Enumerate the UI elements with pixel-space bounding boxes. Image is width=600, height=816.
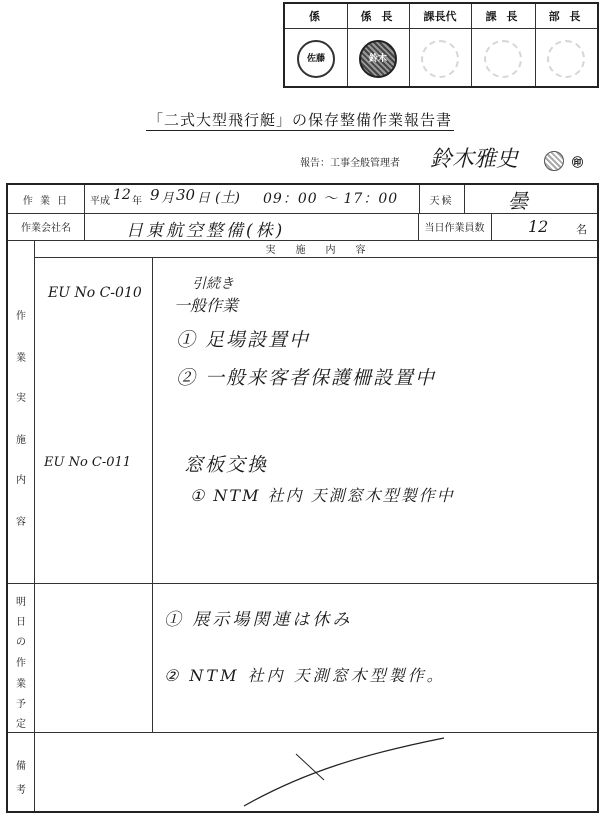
remarks-char-1: 備 bbox=[16, 761, 26, 772]
plan-section-char-5: 業 bbox=[16, 679, 26, 690]
work-section-char-3: 実 bbox=[16, 393, 26, 404]
remarks-char-2: 考 bbox=[16, 785, 26, 796]
company-value: 日東航空整備(株) bbox=[126, 221, 286, 241]
weather-label: 天候 bbox=[429, 195, 454, 207]
item1-line-4: ② 一般来客者保護柵設置中 bbox=[176, 367, 437, 389]
report-title: 「二式大型飛行艇」の保存整備作業報告書 bbox=[147, 111, 452, 129]
section-manager-seal-faint bbox=[484, 40, 522, 78]
plan-line-2: ② NTM 社内 天測窓木型製作。 bbox=[164, 666, 446, 685]
plan-section-char-2: 日 bbox=[16, 617, 26, 628]
month-value: 9 bbox=[150, 186, 160, 204]
month-unit: 月 bbox=[161, 191, 175, 206]
item2-line-1: 窓板交換 bbox=[184, 454, 269, 476]
approval-header-staff: 係 bbox=[309, 10, 323, 23]
staff-seal: 佐藤 bbox=[297, 40, 335, 78]
workers-unit: 名 bbox=[576, 223, 587, 236]
work-section-char-2: 業 bbox=[16, 353, 26, 364]
plan-section-char-7: 定 bbox=[16, 719, 26, 730]
reporter-seal-icon bbox=[544, 151, 564, 171]
chief-seal: 鈴木 bbox=[359, 40, 397, 78]
report-form bbox=[6, 183, 599, 813]
workers-label: 当日作業員数 bbox=[424, 223, 485, 234]
year-value: 12 bbox=[113, 187, 131, 203]
workers-value: 12 bbox=[528, 217, 549, 236]
deputy-seal-faint bbox=[421, 40, 459, 78]
content-header: 実 施 内 容 bbox=[265, 245, 366, 256]
day-unit: 日 bbox=[197, 191, 211, 206]
company-label: 作業会社名 bbox=[21, 223, 71, 234]
item2-line-2: ① NTM 社内 天測窓木型製作中 bbox=[190, 486, 455, 505]
work-date-label: 作 業 日 bbox=[22, 195, 70, 207]
weekday-value: (土) bbox=[215, 190, 240, 206]
reporter-seal-mark: ㊞ bbox=[572, 156, 583, 169]
plan-section-char-6: 予 bbox=[16, 699, 26, 710]
approval-header-chief: 係 長 bbox=[360, 10, 396, 23]
item2-code: EU No C-011 bbox=[44, 455, 132, 470]
department-manager-seal-faint bbox=[547, 40, 585, 78]
plan-section-char-4: 作 bbox=[16, 658, 26, 669]
time-range-value: 09：00 〜 17：00 bbox=[263, 191, 399, 207]
work-section-char-5: 内 bbox=[16, 475, 26, 486]
year-unit: 年 bbox=[132, 196, 142, 207]
era-label: 平成 bbox=[90, 196, 110, 207]
plan-line-1: ① 展示場関連は休み bbox=[164, 610, 353, 630]
approval-header-deputy-manager: 課長代 bbox=[423, 10, 457, 23]
approval-stamp-box bbox=[283, 2, 599, 88]
work-section-char-4: 施 bbox=[16, 435, 26, 446]
work-section-char-1: 作 bbox=[16, 311, 26, 322]
day-value: 30 bbox=[176, 186, 196, 204]
item1-line-3: ① 足場設置中 bbox=[176, 329, 311, 351]
approval-header-section-manager: 課 長 bbox=[485, 10, 521, 23]
item1-line-2: 一般作業 bbox=[174, 296, 239, 315]
weather-value: 曇 bbox=[508, 189, 528, 213]
reporter-label: 報告：工事全般管理者 bbox=[300, 158, 400, 169]
plan-section-char-1: 明 bbox=[16, 597, 26, 608]
item1-code: EU No C-010 bbox=[48, 285, 142, 301]
approval-header-department-manager: 部 長 bbox=[548, 10, 584, 23]
work-section-char-6: 容 bbox=[16, 517, 26, 528]
remarks-cancel-strike bbox=[34, 732, 597, 811]
plan-section-char-3: の bbox=[16, 637, 26, 648]
reporter-signature: 鈴木雅史 bbox=[430, 147, 519, 172]
item1-line-1: 引続き bbox=[192, 276, 234, 292]
